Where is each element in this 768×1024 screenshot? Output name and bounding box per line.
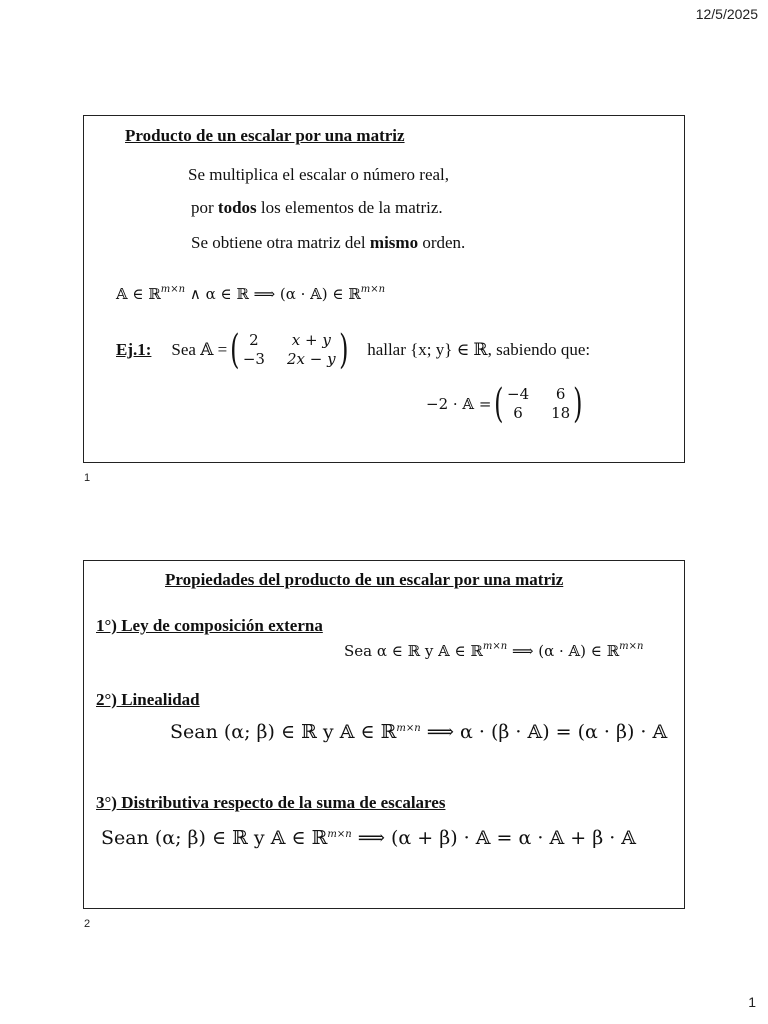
matrix-a: ( 2 x + y −3 2x − y ) [230,327,349,373]
example-label: Ej.1: [116,340,152,359]
example-find: hallar {x; y} ∈ ℝ, sabiendo que: [367,340,591,359]
example-row [116,327,591,373]
definition-formula: 𝔸 ∈ ℝ$^{m\times n}$ ∧ α ∈ ℝ ⟹ (α · 𝔸) ∈ ℝ$^{m\times n}$ [116,284,386,303]
example-sea: Sea 𝔸 = [171,340,228,359]
slide-1-title: Producto de un escalar por una matriz [125,126,405,145]
property-3-title: 3°) Distributiva respecto de la suma de escalares [96,793,446,812]
slide-2-title: Propiedades del producto de un escalar por una matriz [165,570,564,589]
slide-1-line-3: Se obtiene otra matriz del mismo orden. [191,233,466,252]
property-3-formula: Sean (α; β) ∈ ℝ y 𝔸 ∈ ℝ$^{m\times n}$ ⟹ (α + β) · 𝔸 = α · 𝔸 + β · 𝔸 [101,827,637,849]
slide-1-number: 1 [84,472,91,484]
page-number: 1 [748,994,756,1010]
example-equation: −2 · 𝔸 = ( −4 6 6 18 ) [426,384,586,424]
slide-2 [83,560,685,909]
property-1-title: 1°) Ley de composición externa [96,616,323,635]
property-2-title: 2°) Linealidad [96,690,200,709]
property-1-formula: Sea α ∈ ℝ y 𝔸 ∈ ℝ$^{m\times n}$ ⟹ (α · 𝔸) ∈ ℝ$^{m\times n}$ [344,641,644,660]
matrix-b: ( −4 6 6 18 ) [494,381,583,427]
print-date: 12/5/2025 [695,6,758,22]
matrix-b-cell: 6 [555,385,566,403]
slide-2-number: 2 [84,918,91,930]
matrix-a-cell: −3 [242,350,265,368]
matrix-a-cell: 2x − y [286,350,336,368]
slide-1-line-1: Se multiplica el escalar o número real, [188,165,450,184]
matrix-a-cell: x + y [291,331,331,349]
matrix-b-cell: 18 [551,404,571,422]
matrix-b-cell: −4 [507,385,530,403]
slide-1 [83,115,685,463]
property-2-formula: Sean (α; β) ∈ ℝ y 𝔸 ∈ ℝ$^{m\times n}$ ⟹ α · (β · 𝔸) = (α · β) · 𝔸 [170,721,668,743]
matrix-a-cell: 2 [249,331,259,349]
slide-1-line-2: por todos los elementos de la matriz. [191,198,443,217]
matrix-b-cell: 6 [513,404,523,422]
